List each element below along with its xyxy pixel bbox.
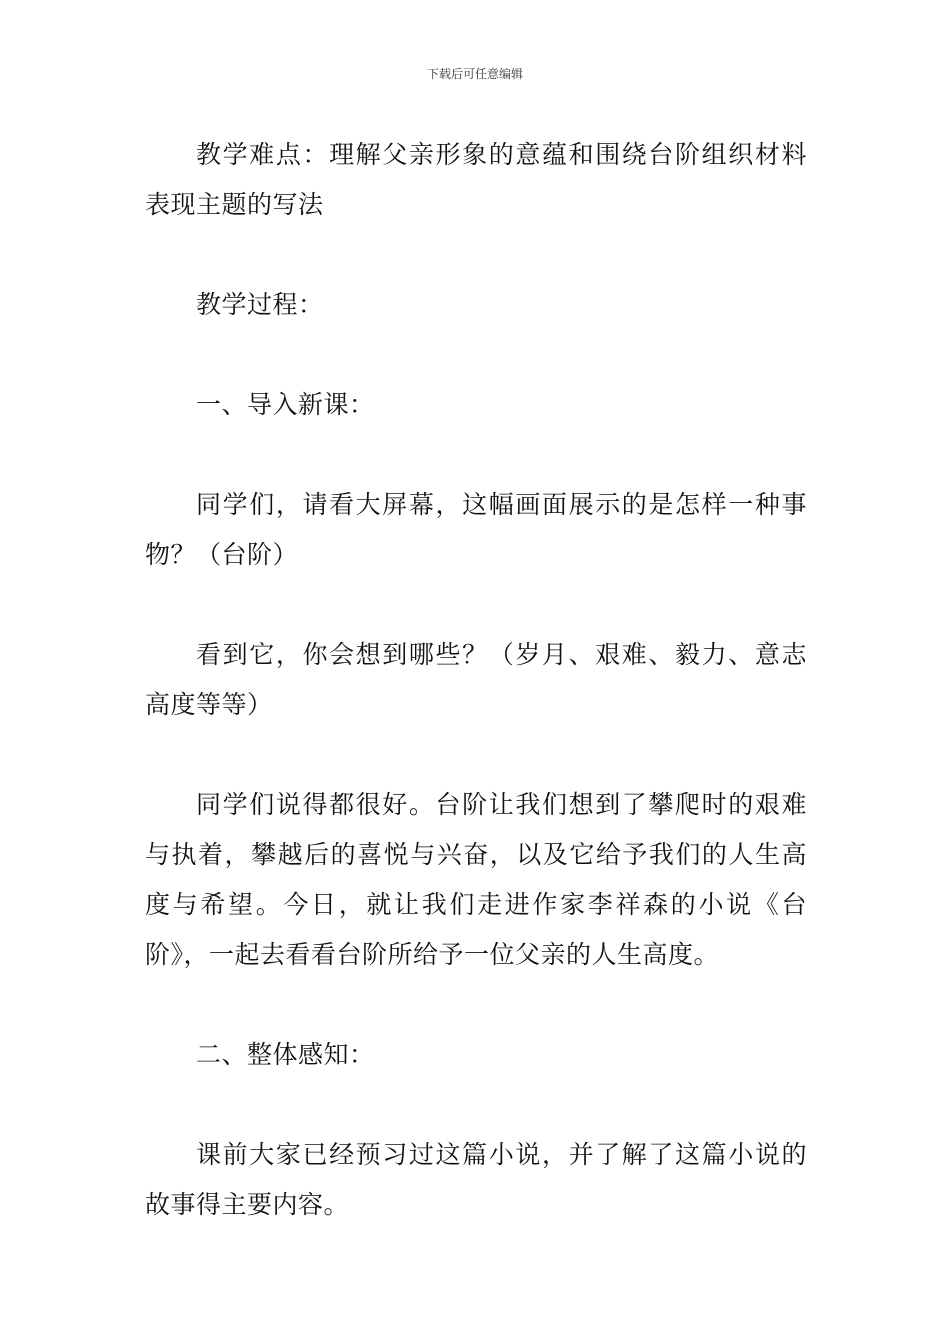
paragraph-teaching-process: 教学过程：: [196, 290, 324, 319]
paragraph-question-screen: 同学们，请看大屏幕，这幅画面展示的是怎样一种事物？（台阶）: [145, 490, 807, 569]
paragraph-teaching-difficulty: 教学难点：理解父亲形象的意蕴和围绕台阶组织材料表现主题的写法: [145, 140, 807, 219]
paragraph-introduction-story: 同学们说得都很好。台阶让我们想到了攀爬时的艰难与执着，攀越后的喜悦与兴奋，以及它给予我们的人生高度与希望。今日，就让我们走进作家李祥森的小说《台阶》，一起去看看台阶所给予一位父亲的人生高度。: [145, 790, 807, 969]
paragraph-preview-summary: 课前大家已经预习过这篇小说，并了解了这篇小说的故事得主要内容。: [145, 1140, 807, 1219]
page-header: 下载后可任意编辑: [426, 67, 523, 81]
paragraph-section-intro-heading: 一、导入新课：: [196, 390, 375, 419]
paragraph-section-overview-heading: 二、整体感知：: [196, 1040, 375, 1069]
paragraph-question-associations: 看到它，你会想到哪些？（岁月、艰难、毅力、意志高度等等）: [145, 640, 807, 719]
document-body: [145, 130, 807, 1280]
